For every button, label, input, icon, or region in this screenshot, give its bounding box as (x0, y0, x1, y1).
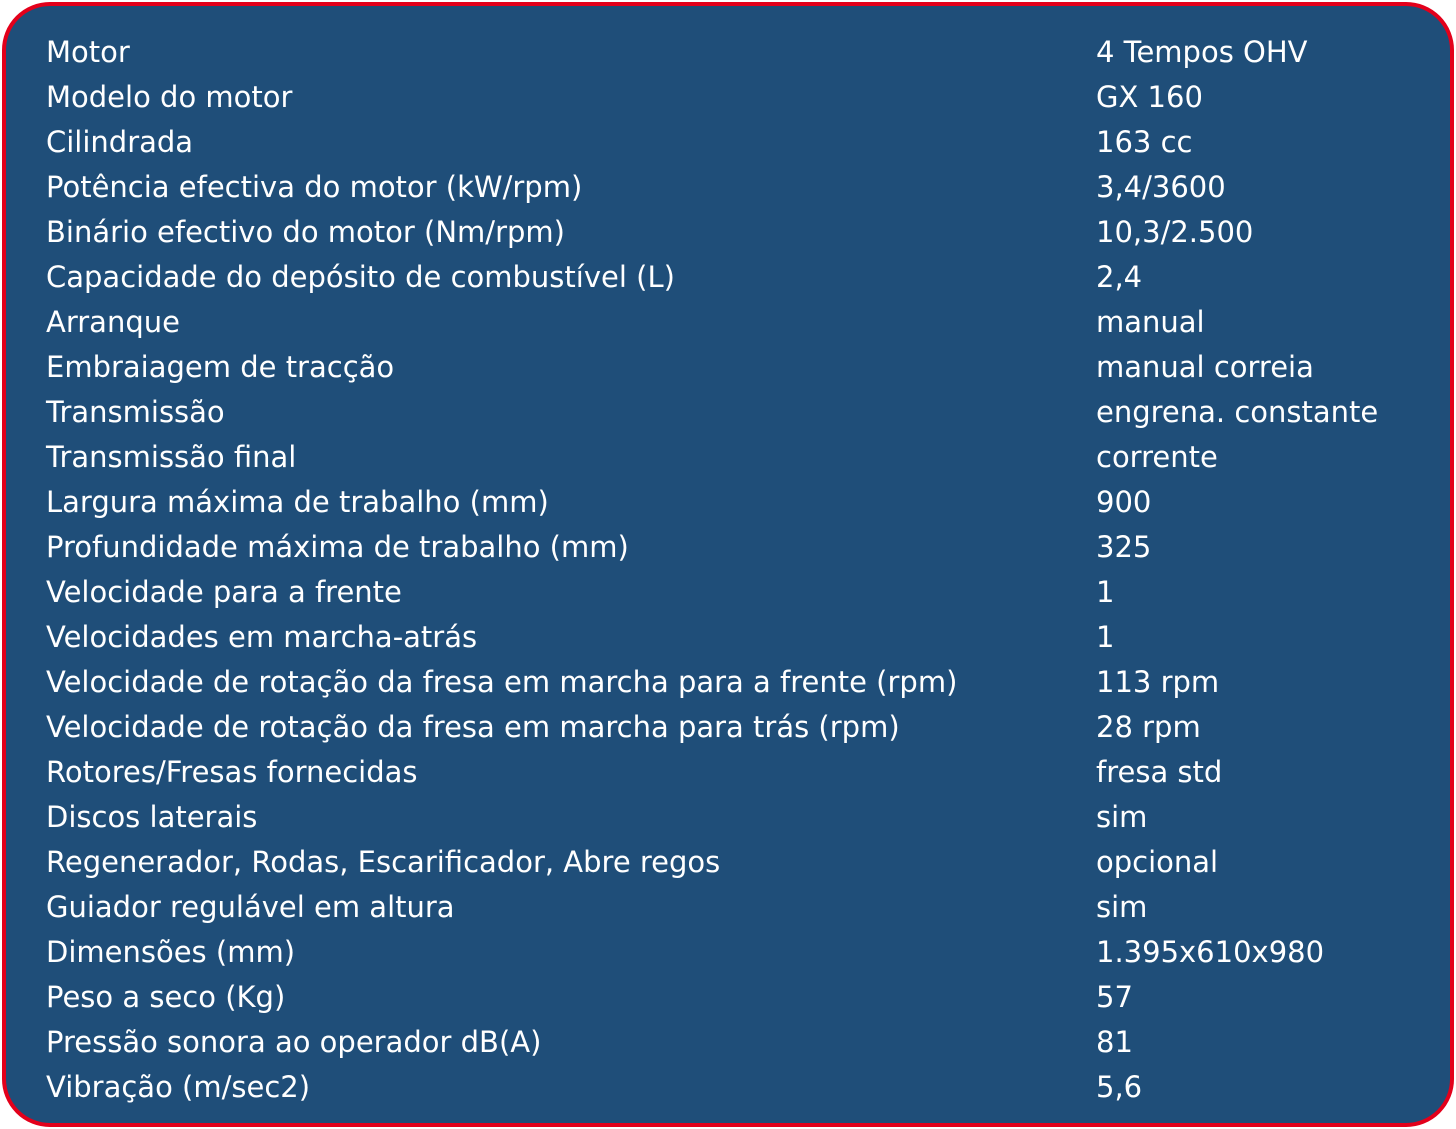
spec-value: 1.395x610x980 (1096, 935, 1325, 969)
spec-row (46, 480, 1426, 525)
spec-value: manual (1096, 305, 1205, 339)
spec-label: Binário efectivo do motor (Nm/rpm) (46, 215, 565, 249)
spec-row (46, 660, 1426, 705)
spec-value: fresa std (1096, 755, 1223, 789)
spec-value: sim (1096, 800, 1148, 834)
spec-row (46, 210, 1426, 255)
spec-label: Peso a seco (Kg) (46, 980, 286, 1014)
spec-row (46, 885, 1426, 930)
spec-label: Transmissão (46, 395, 225, 429)
spec-label: Largura máxima de trabalho (mm) (46, 485, 549, 519)
spec-row (46, 840, 1426, 885)
spec-row (46, 30, 1426, 75)
spec-value: engrena. constante (1096, 395, 1379, 429)
spec-value: 81 (1096, 1025, 1133, 1059)
spec-row (46, 975, 1426, 1020)
spec-label: Dimensões (mm) (46, 935, 296, 969)
spec-row (46, 1065, 1426, 1110)
spec-value: GX 160 (1096, 80, 1203, 114)
spec-value: 900 (1096, 485, 1152, 519)
spec-label: Regenerador, Rodas, Escarificador, Abre regos (46, 845, 721, 879)
spec-value: 1 (1096, 620, 1115, 654)
spec-label: Discos laterais (46, 800, 258, 834)
spec-label: Cilindrada (46, 125, 194, 159)
spec-row (46, 345, 1426, 390)
spec-row (46, 255, 1426, 300)
spec-value: manual correia (1096, 350, 1314, 384)
spec-label: Modelo do motor (46, 80, 293, 114)
spec-label: Vibração (m/sec2) (46, 1070, 311, 1104)
spec-row (46, 525, 1426, 570)
spec-value: 57 (1096, 980, 1133, 1014)
spec-label: Velocidade de rotação da fresa em marcha para trás (rpm) (46, 710, 900, 744)
spec-label: Pressão sonora ao operador dB(A) (46, 1025, 542, 1059)
spec-label: Profundidade máxima de trabalho (mm) (46, 530, 629, 564)
spec-value: 113 rpm (1096, 665, 1220, 699)
spec-row (46, 795, 1426, 840)
spec-value: 10,3/2.500 (1096, 215, 1254, 249)
spec-row (46, 705, 1426, 750)
spec-value: 3,4/3600 (1096, 170, 1226, 204)
spec-label: Transmissão final (46, 440, 297, 474)
spec-value: 2,4 (1096, 260, 1143, 294)
spec-row (46, 615, 1426, 660)
spec-value: opcional (1096, 845, 1219, 879)
specification-panel (2, 2, 1454, 1127)
spec-row (46, 930, 1426, 975)
spec-row (46, 570, 1426, 615)
spec-row (46, 1020, 1426, 1065)
spec-value: 1 (1096, 575, 1115, 609)
spec-label: Capacidade do depósito de combustível (L) (46, 260, 675, 294)
spec-label: Arranque (46, 305, 180, 339)
spec-label: Embraiagem de tracção (46, 350, 395, 384)
spec-row (46, 120, 1426, 165)
spec-row (46, 300, 1426, 345)
spec-row (46, 750, 1426, 795)
spec-value: 325 (1096, 530, 1152, 564)
spec-label: Velocidade para a frente (46, 575, 402, 609)
spec-value: 4 Tempos OHV (1096, 35, 1308, 69)
spec-value: corrente (1096, 440, 1218, 474)
spec-row (46, 435, 1426, 480)
spec-label: Velocidade de rotação da fresa em marcha para a frente (rpm) (46, 665, 958, 699)
spec-row (46, 75, 1426, 120)
specification-table (46, 30, 1426, 1110)
spec-row (46, 390, 1426, 435)
spec-row (46, 165, 1426, 210)
spec-value: sim (1096, 890, 1148, 924)
spec-value: 5,6 (1096, 1070, 1143, 1104)
spec-label: Motor (46, 35, 130, 69)
spec-label: Velocidades em marcha-atrás (46, 620, 478, 654)
spec-value: 28 rpm (1096, 710, 1201, 744)
spec-value: 163 cc (1096, 125, 1193, 159)
spec-label: Guiador regulável em altura (46, 890, 455, 924)
spec-label: Rotores/Fresas fornecidas (46, 755, 418, 789)
spec-label: Potência efectiva do motor (kW/rpm) (46, 170, 583, 204)
